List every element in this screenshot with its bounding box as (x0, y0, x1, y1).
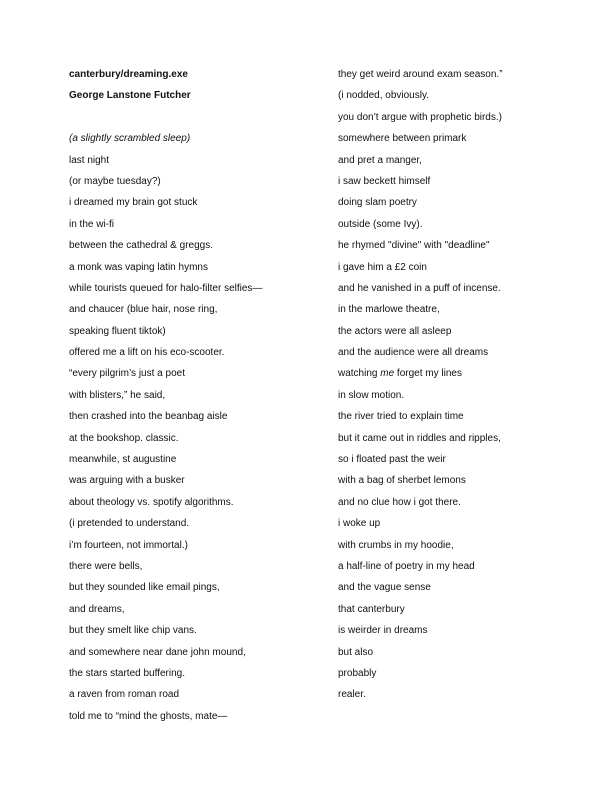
poem-left-column (69, 64, 319, 727)
right-column-lines (338, 64, 588, 706)
poem-line: with crumbs in my hoodie, (338, 539, 454, 551)
poem-line: the river tried to explain time (338, 411, 464, 423)
poem-line: the actors were all asleep (338, 325, 452, 337)
poem-line: that canterbury (338, 603, 405, 615)
poem-line: in the marlowe theatre, (338, 304, 440, 316)
poem-line: probably (338, 667, 377, 679)
poem-line: but also (338, 646, 374, 658)
poem-line: while tourists queued for halo-filter selfies— (69, 282, 263, 294)
poem-line: you don’t argue with prophetic birds.) (338, 111, 502, 123)
poem-line: i dreamed my brain got stuck (69, 197, 198, 209)
poem-line: speaking fluent tiktok) (69, 325, 166, 337)
poem-line: but it came out in riddles and ripples, (338, 432, 501, 444)
poem-line: (or maybe tuesday?) (69, 175, 161, 187)
poem-line: meanwhile, st augustine (69, 454, 177, 466)
poem-line: doing slam poetry (338, 197, 417, 209)
poem-line: is weirder in dreams (338, 625, 428, 637)
poem-line: in the wi-fi (69, 218, 115, 230)
poem-line: between the cathedral & greggs. (69, 240, 213, 252)
poem-line: he rhymed "divine" with "deadline" (338, 240, 490, 252)
poem-line: at the bookshop. classic. (69, 432, 179, 444)
poem-line: so i floated past the weir (338, 454, 446, 466)
poem-line: but they sounded like email pings, (69, 582, 220, 594)
poem-line: but they smelt like chip vans. (69, 625, 197, 637)
poem-line: then crashed into the beanbag aisle (69, 411, 228, 423)
poem-line: about theology vs. spotify algorithms. (69, 496, 234, 508)
poem-line: and chaucer (blue hair, nose ring, (69, 304, 218, 316)
poem-line: and he vanished in a puff of incense. (338, 282, 501, 294)
poem-line: with blisters,” he said, (69, 389, 166, 401)
poem-title: canterbury/dreaming.exe (69, 69, 188, 80)
poem-line: in slow motion. (338, 389, 405, 401)
poem-line: somewhere between primark (338, 133, 467, 145)
poem-line: i saw beckett himself (338, 175, 431, 187)
poem-line: they get weird around exam season.” (338, 69, 503, 80)
left-column-lines (69, 150, 319, 728)
poem-line: told me to “mind the ghosts, mate— (69, 710, 228, 722)
poem-line: the stars started buffering. (69, 667, 185, 679)
poem-line: and pret a manger, (338, 154, 422, 166)
poem-line: “every pilgrim’s just a poet (69, 368, 185, 380)
poem-line: a half-line of poetry in my head (338, 560, 475, 572)
poem-line: (i pretended to understand. (69, 518, 190, 530)
poem-line: a raven from roman road (69, 689, 180, 701)
poem-line-part: watching (338, 368, 381, 380)
stanza-break (69, 107, 319, 128)
poem-author: George Lanstone Futcher (69, 90, 191, 102)
poem-line: last night (69, 154, 110, 166)
poem-line: and no clue how i got there. (338, 496, 461, 508)
poem-line: i woke up (338, 518, 381, 530)
poem-line: i’m fourteen, not immortal.) (69, 539, 188, 551)
poem-line: was arguing with a busker (69, 475, 185, 487)
poem-line: a monk was vaping latin hymns (69, 261, 208, 273)
poem-line (338, 363, 588, 384)
poem-line: and dreams, (69, 603, 125, 615)
poem-line: there were bells, (69, 560, 143, 572)
poem-line: outside (some Ivy). (338, 218, 423, 230)
poem-line-part: forget my lines (394, 368, 462, 380)
poem-emphasis: me (380, 368, 395, 380)
poem-right-column (338, 64, 588, 706)
poem-line: and the audience were all dreams (338, 347, 489, 359)
poem-line: and the vague sense (338, 582, 431, 594)
poem-line: (i nodded, obviously. (338, 90, 429, 102)
poem-line: realer. (338, 689, 366, 701)
poem-line: with a bag of sherbet lemons (338, 475, 466, 487)
poem-subtitle: (a slightly scrambled sleep) (69, 133, 191, 145)
poem-line: and somewhere near dane john mound, (69, 646, 246, 658)
poem-line: i gave him a £2 coin (338, 261, 427, 273)
poem-line: offered me a lift on his eco-scooter. (69, 347, 225, 359)
